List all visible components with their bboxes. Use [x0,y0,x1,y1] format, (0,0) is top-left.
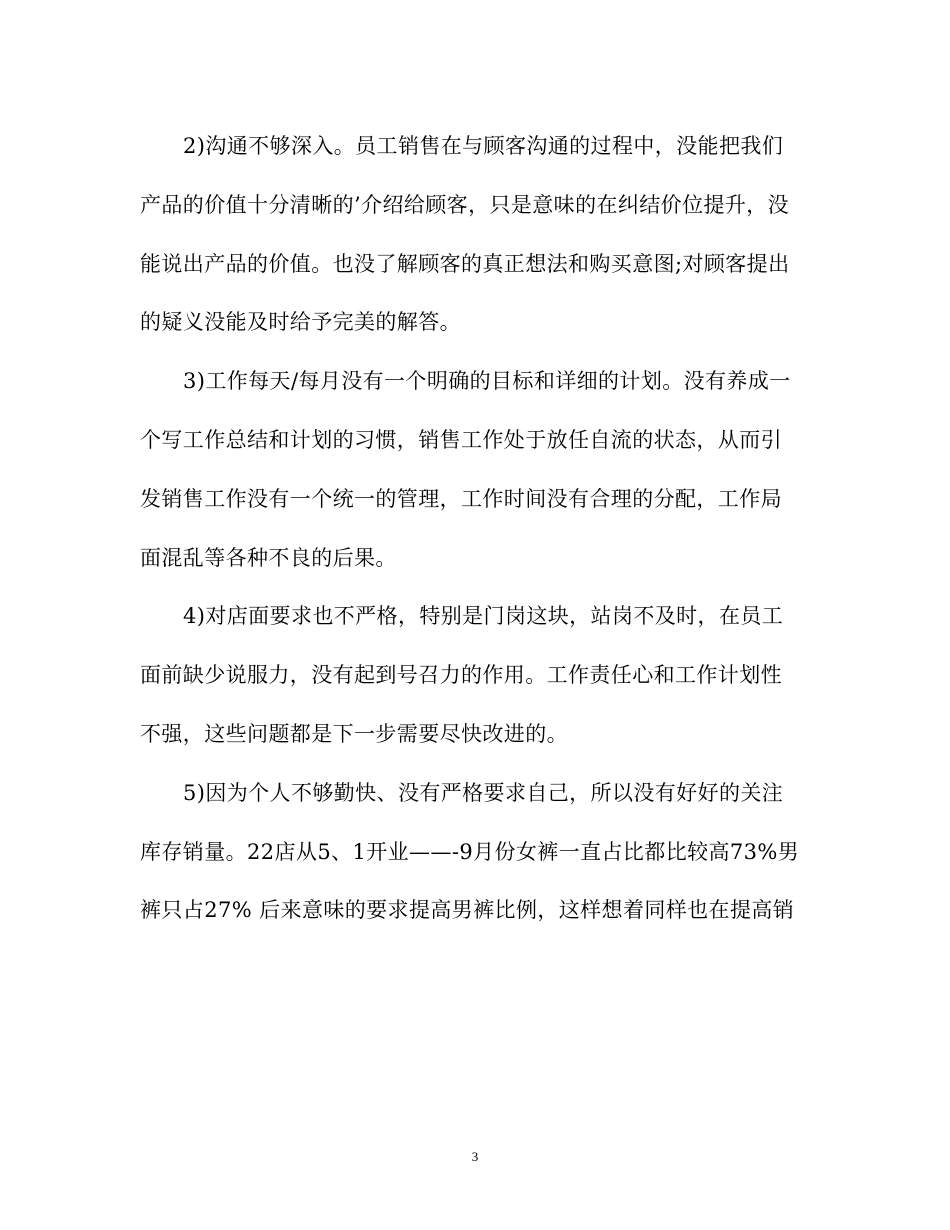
paragraph-line: 4)对店面要求也不严格，特别是门岗这块，站岗不及时，在员工 [183,604,784,629]
paragraph-line: 面混乱等各种不良的后果。 [140,545,397,570]
paragraph-3 [140,352,810,587]
paragraph-line: 面前缺少说服力，没有起到号召力的作用。工作责任心和工作计划性 [140,663,782,688]
paragraph-2 [140,117,810,352]
paragraph-line: 库存销量。22店从5、1开业——-9月份女裤一直占比都比较高73%男 [140,839,800,864]
paragraph-line: 产品的价值十分清晰的’介绍给顾客，只是意味的在纠结价位提升，没 [140,192,790,217]
paragraph-line: 发销售工作没有一个统一的管理，工作时间没有合理的分配，工作局 [140,486,782,511]
document-body [140,117,810,940]
paragraph-line: 2)沟通不够深入。员工销售在与顾客沟通的过程中，没能把我们 [183,134,784,158]
paragraph-line: 个写工作总结和计划的习惯，销售工作处于放任自流的状态，从而引 [140,427,782,452]
paragraph-4 [140,587,810,763]
paragraph-line: 裤只占27% 后来意味的要求提高男裤比例，这样想着同样也在提高销 [140,898,795,923]
paragraph-line: 5)因为个人不够勤快、没有严格要求自己，所以没有好好的关注 [183,780,784,805]
paragraph-5 [140,764,810,940]
paragraph-line: 能说出产品的价值。也没了解顾客的真正想法和购买意图;对顾客提出 [140,251,790,276]
page-number: 3 [471,1149,479,1164]
paragraph-line: 不强，这些问题都是下一步需要尽快改进的。 [140,721,568,746]
paragraph-line: 的疑义没能及时给予完美的解答。 [140,310,461,335]
paragraph-line: 3)工作每天/每月没有一个明确的目标和详细的计划。没有养成一 [183,369,791,394]
